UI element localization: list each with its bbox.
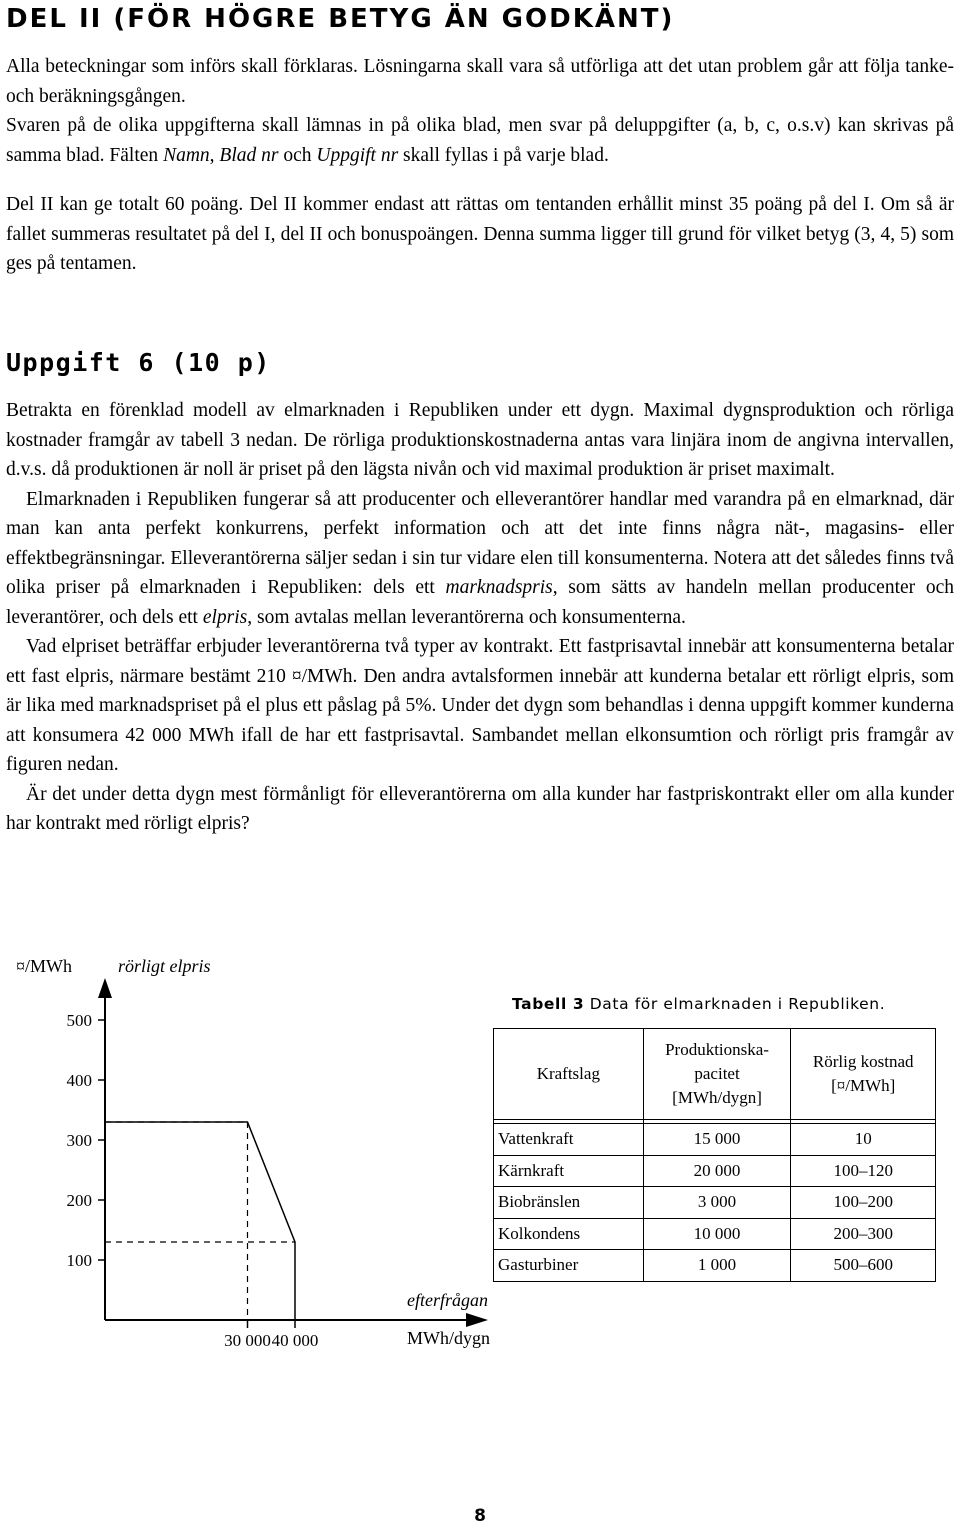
cell-kostnad: 100–200: [791, 1187, 936, 1219]
y-tick-label: 300: [66, 1131, 92, 1150]
cell-kraftslag: Kolkondens: [494, 1218, 644, 1250]
task-title: Uppgift 6 (10 p): [6, 348, 271, 377]
instructions-paragraph-2: Svaren på de olika uppgifterna skall lämnas in på olika blad, men svar på deluppgifter (a, b, c, o.s.v) kan skrivas på samma blad. Fälten Namn, Blad nr och Uppgift nr skall fyllas i på varje blad.: [6, 115, 954, 166]
term-marknadspris: marknadspris: [445, 577, 553, 598]
page-number: 8: [474, 1506, 486, 1526]
header-kraftslag: Kraftslag: [494, 1029, 644, 1120]
y-tick-label: 200: [66, 1191, 92, 1210]
cell-kapacitet: 15 000: [643, 1124, 791, 1156]
section-heading: DEL II (FÖR HÖGRE BETYG ÄN GODKÄNT): [6, 4, 675, 34]
x-unit-label: MWh/dygn: [407, 1328, 490, 1348]
cell-kostnad: 100–120: [791, 1155, 936, 1187]
price-demand-chart: [0, 940, 520, 1370]
y-tick-label: 400: [66, 1071, 92, 1090]
cell-kraftslag: Vattenkraft: [494, 1124, 644, 1156]
x-tick-label: 30 000: [224, 1331, 271, 1350]
cell-kraftslag: Gasturbiner: [494, 1250, 644, 1282]
instructions: [6, 52, 954, 170]
power-data-table: [493, 1028, 936, 1282]
field-name-blad: Blad nr: [219, 144, 279, 166]
table-row: [494, 1124, 936, 1156]
curve-label: rörligt elpris: [118, 956, 211, 976]
grading-info: [6, 190, 954, 279]
cell-kapacitet: 10 000: [643, 1218, 791, 1250]
table-caption-label: Tabell 3: [512, 995, 585, 1013]
table-header-row: [494, 1029, 936, 1120]
cell-kraftslag: Biobränslen: [494, 1187, 644, 1219]
header-produktionskapacitet: Produktionska- pacitet [MWh/dygn]: [643, 1029, 791, 1120]
cell-kostnad: 200–300: [791, 1218, 936, 1250]
task-paragraph-4: Är det under detta dygn mest förmånligt för elleverantörerna om alla kunder har fastpriskontrakt eller om alla kunder har kontrakt med rörligt elpris?: [6, 783, 954, 834]
grading-info-text: Del II kan ge totalt 60 poäng. Del II kommer endast att rättas om tentanden erhållit minst 35 poäng på del I. Om så är fallet summeras resultatet på del I, del II och bonuspoängen. Denna summa ligger till grund för vilket betyg (3, 4, 5) som ges på tentamen.: [6, 194, 954, 274]
field-name-uppgift: Uppgift nr: [316, 144, 399, 166]
x-tick-label: 40 000: [271, 1331, 319, 1350]
price-curve-line: [105, 1122, 295, 1320]
cell-kapacitet: 20 000: [643, 1155, 791, 1187]
cell-kraftslag: Kärnkraft: [494, 1155, 644, 1187]
y-tick-label: 500: [66, 1011, 92, 1030]
table-row: [494, 1187, 936, 1219]
table-row: [494, 1218, 936, 1250]
task-paragraph-3: Vad elpriset beträffar erbjuder leverantörerna två typer av kontrakt. Ett fastprisavtal innebär att konsumenterna betalar ett fast elpris, närmare bestämt 210 ¤/MWh. Den andra avtalsformen innebär att kunderna betalar ett rörligt elpris, som är lika med marknadspriset på el plus ett påslag på 5%. Under det dygn som behandlas i denna uppgift kommer kunderna att konsumera 42 000 MWh ifall de har ett fastprisavtal. Sambandet mellan elkonsumtion och rörligt pris framgår av figuren nedan.: [6, 636, 954, 775]
cell-kapacitet: 1 000: [643, 1250, 791, 1282]
y-unit-label: ¤/MWh: [16, 956, 72, 976]
y-axis-arrow-icon: [98, 978, 112, 998]
table-caption: [512, 995, 885, 1013]
task-paragraph-1: Betrakta en förenklad modell av elmarknaden i Republiken under ett dygn. Maximal dygnsproduktion och rörliga kostnader framgår av tabell 3 nedan. De rörliga produktionskostnaderna antas vara linjära inom de angivna intervallen, d.v.s. då produktionen är noll är priset på den lägsta nivån och vid maximal produktion är priset maximalt.: [6, 400, 954, 480]
task-paragraph-2: Elmarknaden i Republiken fungerar så att producenter och elleverantörer handlar med varandra på en elmarknad, där man kan anta perfekt konkurrens, perfekt information och att det inte finns några nät-, magasins- eller effektbegränsningar. Elleverantörerna säljer sedan i sin tur vidare elen till konsumenterna. Notera att det således finns två olika priser på elmarknaden i Republiken: dels ett marknadspris, som sätts av handeln mellan producenter och leverantörer, och dels ett elpris, som avtalas mellan leverantörerna och konsumenterna.: [6, 488, 954, 628]
x-axis-label: efterfrågan: [407, 1290, 488, 1310]
table-caption-text: Data för elmarknaden i Republiken.: [584, 995, 886, 1013]
table-row: [494, 1155, 936, 1187]
instructions-paragraph-1: Alla beteckningar som införs skall förklaras. Lösningarna skall vara så utförliga att det utan problem går att följa tanke- och beräkningsgången.: [6, 56, 954, 107]
table-row: [494, 1250, 936, 1282]
x-axis-arrow-icon: [466, 1313, 488, 1327]
cell-kapacitet: 3 000: [643, 1187, 791, 1219]
field-name-namn: Namn: [163, 144, 210, 166]
cell-kostnad: 10: [791, 1124, 936, 1156]
task-body: [6, 396, 954, 839]
term-elpris: elpris: [202, 606, 248, 628]
header-rorlig-kostnad: Rörlig kostnad [¤/MWh]: [791, 1029, 936, 1120]
y-tick-label: 100: [66, 1251, 92, 1270]
cell-kostnad: 500–600: [791, 1250, 936, 1282]
